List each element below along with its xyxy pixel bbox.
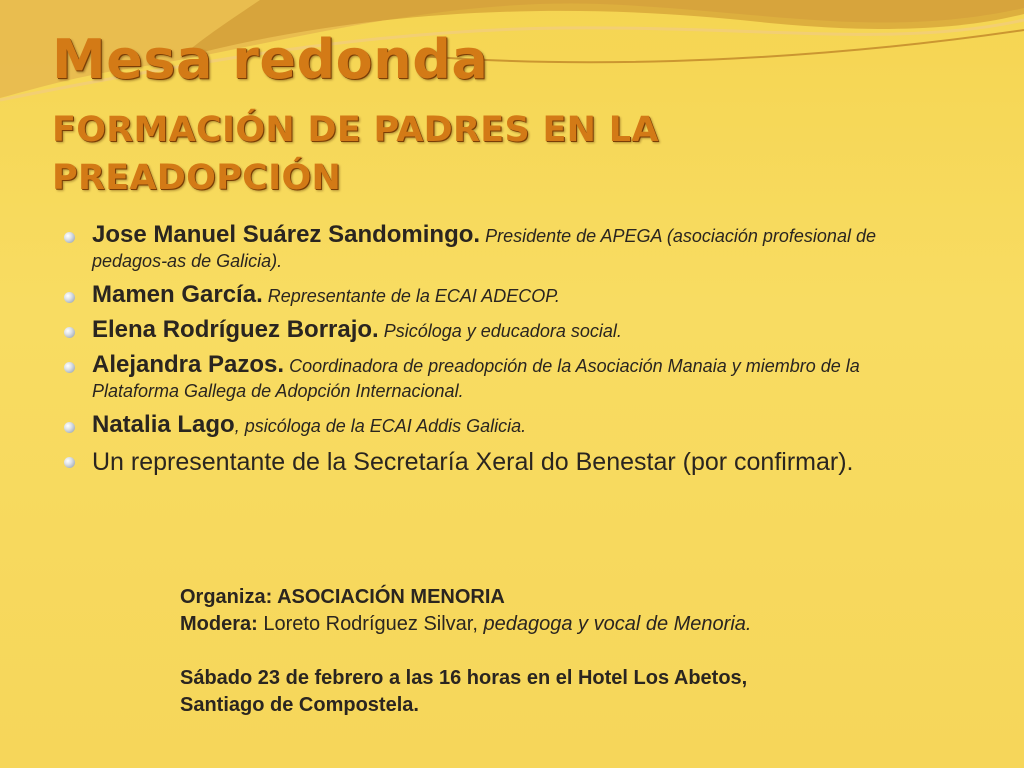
participant-role: Representante de la ECAI ADECOP.: [262, 286, 560, 306]
participant-name: Mamen García.: [92, 281, 263, 308]
representative-text: Un representante de la Secretaría Xeral do Benestar (por confirmar).: [92, 448, 854, 476]
place-line: Santiago de Compostela.: [180, 694, 419, 716]
participant-role: , psicóloga de la ECAI Addis Galicia.: [234, 416, 527, 436]
moderator-role: pedagoga y vocal de Menoria.: [477, 613, 752, 635]
list-item: [60, 317, 920, 344]
participant-name: Natalia Lago: [92, 411, 235, 438]
list-item: [60, 412, 920, 439]
participant-name: Alejandra Pazos.: [92, 351, 285, 378]
participants-list: [60, 222, 920, 486]
date-line: Sábado 23 de febrero a las 16 horas en el Hotel Los Abetos,: [180, 667, 748, 689]
moderator-name: Loreto Rodríguez Silvar,: [257, 613, 478, 635]
bullet-icon: [64, 232, 75, 243]
bullet-icon: [64, 362, 75, 373]
bullet-icon: [64, 292, 75, 303]
event-details: [180, 584, 960, 719]
participant-role: Psicóloga y educadora social.: [378, 321, 622, 341]
moderator-line: [180, 611, 960, 638]
participant-role: Presidente de APEGA (asociación profesional de pedagos-as de Galicia).: [92, 226, 876, 271]
list-item: [60, 352, 920, 404]
moderator-label: Modera:: [180, 613, 258, 635]
participant-role: Coordinadora de preadopción de la Asociación Manaia y miembro de la Plataforma Gallega de Adopción Internacional.: [92, 356, 860, 401]
organizer-label: Organiza:: [180, 586, 278, 608]
list-item: [60, 222, 920, 274]
list-item: [60, 282, 920, 309]
page-title: Mesa redonda: [52, 28, 489, 91]
participant-name: Elena Rodríguez Borrajo.: [92, 316, 379, 343]
list-item: [60, 447, 920, 478]
participant-name: Jose Manuel Suárez Sandomingo.: [92, 221, 481, 248]
organizer-line: [180, 584, 960, 611]
page-subtitle: FORMACIÓN DE PADRES EN LA PREADOPCIÓN: [52, 110, 659, 198]
spacer: [180, 638, 960, 665]
bullet-icon: [64, 327, 75, 338]
organizer-value: ASOCIACIÓN MENORIA: [277, 586, 505, 608]
bullet-icon: [64, 422, 75, 433]
bullet-icon: [64, 457, 75, 468]
